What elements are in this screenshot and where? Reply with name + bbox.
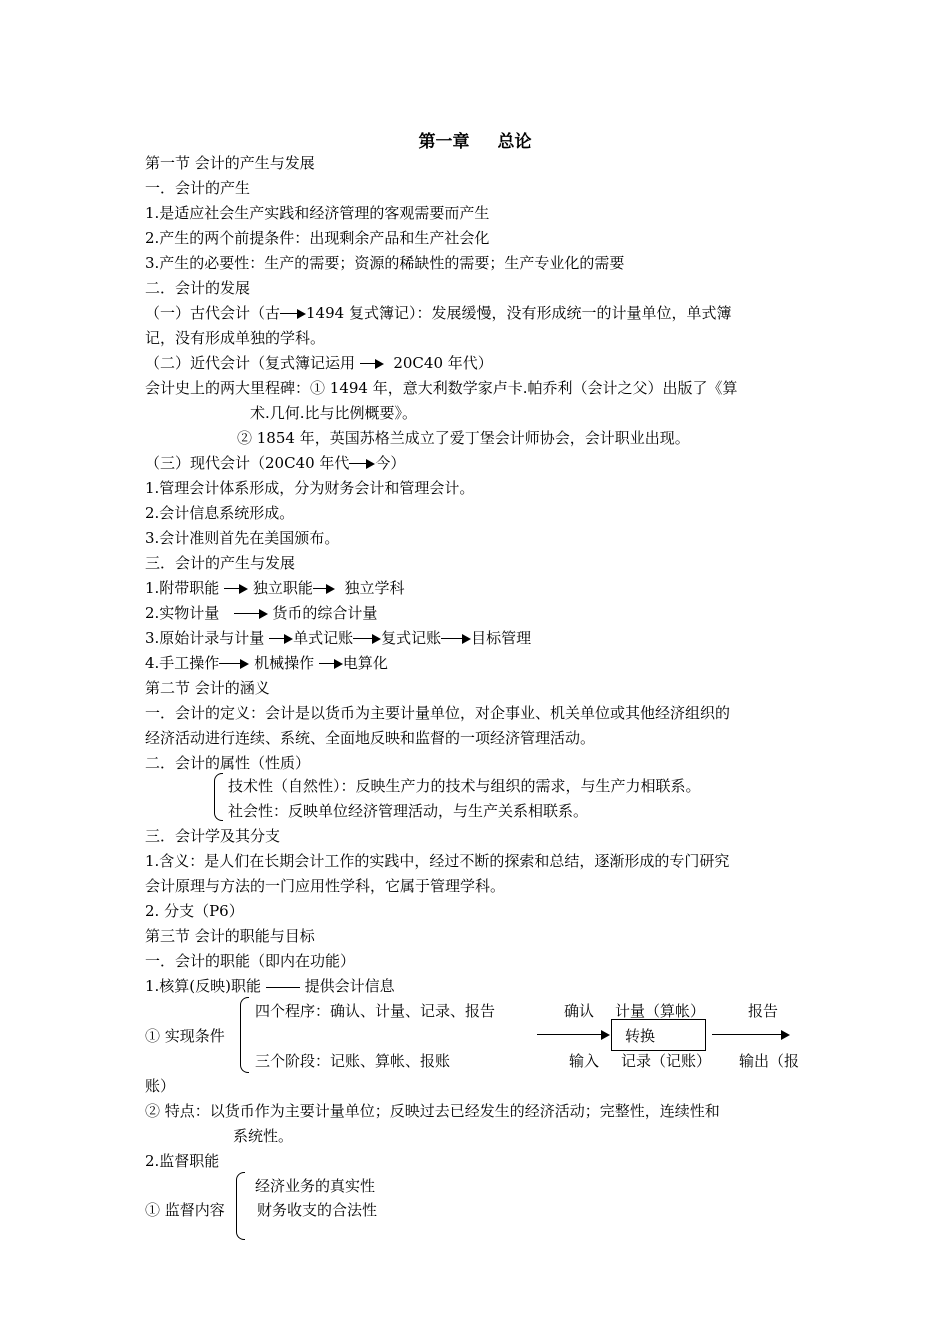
flow-confirm: 确认 (564, 1002, 595, 1020)
features-line-1: ② 特点：以货币作为主要计量单位；反映过去已经发生的经济活动；完整性，连续性和 (145, 1102, 720, 1120)
arrow-icon (224, 583, 248, 595)
flow-report: 报告 (748, 1002, 779, 1020)
heading-attributes: 二．会计的属性（性质） (145, 754, 311, 772)
heading-origin: 一．会计的产生 (145, 179, 251, 197)
features-line-2: 系统性。 (233, 1127, 294, 1145)
function-accounting: 1.核算(反映)职能 提供会计信息 (145, 977, 395, 995)
attribute-technical: 技术性（自然性）：反映生产力的技术与组织的需求，与生产力相联系。 (228, 777, 701, 795)
flow-arrow-out-icon (712, 1029, 790, 1041)
arrow-icon (313, 583, 335, 595)
flow-measure: 计量（算帐） (615, 1002, 706, 1020)
trend-4: 4.手工操作 机械操作 电算化 (145, 654, 388, 672)
chapter-title: 第一章 总论 (418, 132, 532, 152)
current-item-1: 1.管理会计体系形成，分为财务会计和管理会计。 (145, 479, 475, 497)
origin-item-3: 3.产生的必要性：生产的需要；资源的稀缺性的需要；生产专业化的需要 (145, 254, 625, 272)
three-stages: 三个阶段：记账、算帐、报账 (255, 1052, 451, 1070)
realization-conditions: ① 实现条件 (145, 1027, 225, 1045)
section-2-heading: 第二节 会计的涵义 (145, 679, 270, 697)
four-procedures: 四个程序：确认、计量、记录、报告 (255, 1002, 496, 1020)
brace-attributes (214, 773, 223, 821)
section-1-heading: 第一节 会计的产生与发展 (145, 154, 315, 172)
discipline-branches: 2. 分支（P6） (145, 902, 244, 920)
arrow-icon (234, 608, 268, 620)
section-3-heading: 第三节 会计的职能与目标 (145, 927, 315, 945)
dash-line (266, 987, 300, 988)
ancient-accounting: （一）古代会计（古 1494 复式簿记）：发展缓慢，没有形成统一的计量单位，单式簿 (145, 304, 732, 322)
origin-item-1: 1.是适应社会生产实践和经济管理的客观需要而产生 (145, 204, 490, 222)
flow-arrow-in-icon (537, 1029, 610, 1041)
arrow-icon (353, 633, 381, 645)
origin-item-2: 2.产生的两个前提条件：出现剩余产品和生产社会化 (145, 229, 490, 247)
definition-line-1: 一．会计的定义：会计是以货币为主要计量单位，对企事业、机关单位或其他经济组织的 (145, 704, 731, 722)
milestones-line-3: ② 1854 年，英国苏格兰成立了爱丁堡会计师协会，会计职业出现。 (237, 429, 690, 447)
supervision-content: ① 监督内容 (145, 1201, 225, 1219)
flow-output: 输出（报 (739, 1052, 800, 1070)
flow-input: 输入 (569, 1052, 600, 1070)
flow-output-cont: 账） (145, 1077, 176, 1095)
discipline-line-2: 会计原理与方法的一门应用性学科，它属于管理学科。 (145, 877, 506, 895)
supervision-legality: 财务收支的合法性 (257, 1201, 378, 1219)
definition-line-2: 经济活动进行连续、系统、全面地反映和监督的一项经济管理活动。 (145, 729, 596, 747)
milestones-line-1: 会计史上的两大里程碑：① 1494 年，意大利数学家卢卡.帕乔利（会计之父）出版了《算 (145, 379, 738, 397)
heading-functions: 一．会计的职能（即内在功能） (145, 952, 356, 970)
arrow-icon (219, 658, 249, 670)
current-accounting: （三）现代会计（20C40 年代 今） (145, 454, 406, 472)
trend-2: 2.实物计量 货币的综合计量 (145, 604, 378, 622)
arrow-icon (319, 658, 343, 670)
flow-record: 记录（记账） (621, 1052, 712, 1070)
trend-1: 1.附带职能 独立职能 独立学科 (145, 579, 405, 597)
arrow-icon (349, 458, 375, 470)
function-supervision: 2.监督职能 (145, 1152, 220, 1170)
arrow-icon (269, 633, 293, 645)
brace-supervision (236, 1172, 245, 1240)
current-item-3: 3.会计准则首先在美国颁布。 (145, 529, 340, 547)
attribute-social: 社会性：反映单位经济管理活动，与生产关系相联系。 (228, 802, 589, 820)
ancient-accounting-cont: 记，没有形成单独的学科。 (145, 329, 326, 347)
supervision-authenticity: 经济业务的真实性 (255, 1177, 376, 1195)
current-item-2: 2.会计信息系统形成。 (145, 504, 295, 522)
arrow-icon (360, 358, 384, 370)
arrow-icon (280, 308, 306, 320)
discipline-line-1: 1.含义：是人们在长期会计工作的实践中，经过不断的探索和总结，逐渐形成的专门研究 (145, 852, 730, 870)
flow-convert: 转换 (625, 1027, 656, 1045)
modern-accounting: （二）近代会计（复式簿记运用 20C40 年代） (145, 354, 493, 372)
heading-discipline: 三．会计学及其分支 (145, 827, 281, 845)
brace-conditions (240, 997, 249, 1073)
milestones-line-2: 术.几何.比与比例概要》。 (250, 404, 418, 422)
heading-development: 二．会计的发展 (145, 279, 251, 297)
heading-trends: 三．会计的产生与发展 (145, 554, 296, 572)
arrow-icon (441, 633, 471, 645)
trend-3: 3.原始计录与计量 单式记账 复式记账 目标管理 (145, 629, 532, 647)
